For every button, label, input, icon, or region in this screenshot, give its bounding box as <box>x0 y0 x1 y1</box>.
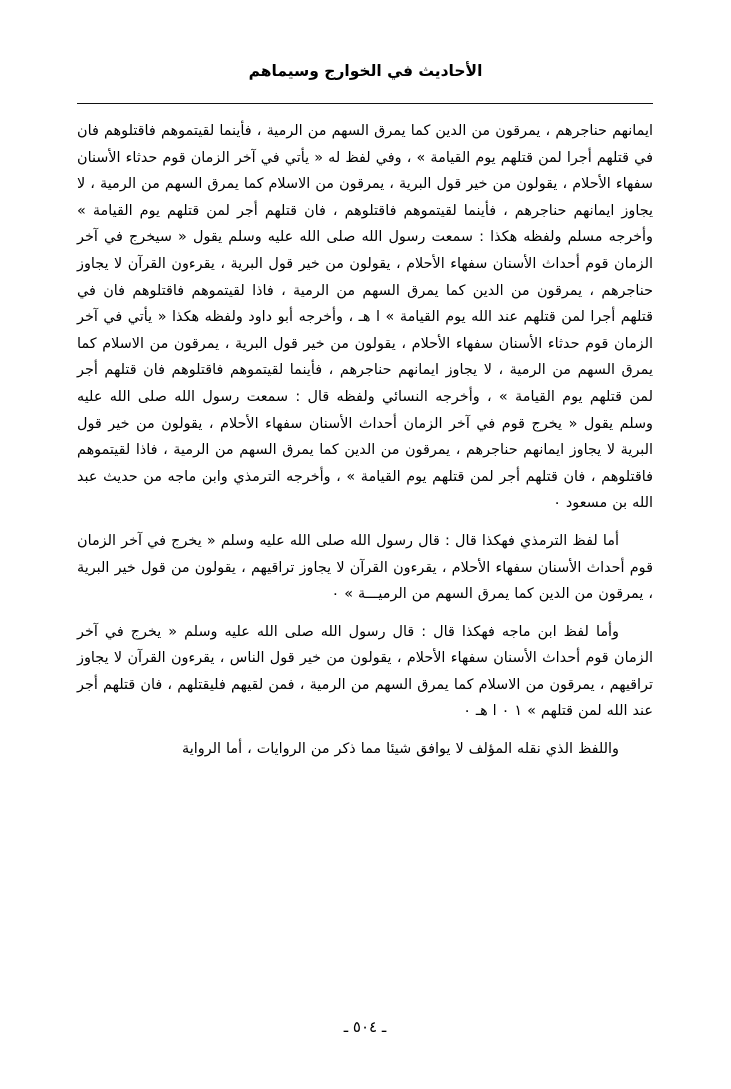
page-number: ـ ٥٠٤ ـ <box>343 1018 387 1036</box>
page-header-title: الأحاديث في الخوارج وسيماهم <box>248 62 483 80</box>
body-paragraph: أما لفظ الترمذي فهكذا قال : قال رسول الله صلى الله عليه وسلم « يخرج في آخر الزمان قوم أحداث الأسنان سفهاء الأحلام ، يقرءون القرآن لا يجاوز تراقيهم ، يقولون من قول خير البرية ، يمرقون من الدين كما يمرق السهم من الرميـــة » ٠ <box>77 532 653 603</box>
page-body <box>77 118 653 763</box>
body-paragraph: وأما لفظ ابن ماجه فهكذا قال : قال رسول الله صلى الله عليه وسلم « يخرج في آخر الزمان قوم أحداث الأسنان سفهاء الأحلام ، يقولون من خير قول الناس ، يقرءون القرآن لا يجاوز تراقيهم ، يمرقون من الاسلام كما يمرق السهم من الرمية ، فمن لقيهم فليقتلهم ، فان قتلهم أجر عند الله لمن قتلهم » ١ ٠ ا هـ ٠ <box>77 623 653 720</box>
header-divider <box>77 103 653 104</box>
body-paragraph: ايمانهم حناجرهم ، يمرقون من الدين كما يمرق السهم من الرمية ، فأينما لقيتموهم فاقتلوهم فان في قتلهم أجرا لمن قتلهم يوم القيامة » ، وفي لفظ له « يأتي في آخر الزمان قوم حدثاء الأسنان سفهاء الأحلام ، يقولون من خير قول البرية ، يمرقون من الاسلام كما يمرق السهم من الرمية ، لا يجاوز ايمانهم حناجرهم ، فأينما لقيتموهم فاقتلوهم ، فان قتلهم أجر لمن قتلهم يوم القيامة » وأخرجه مسلم ولفظه هكذا : سمعت رسول الله صلى الله عليه وسلم يقول « سيخرج في آخر الزمان قوم أحداث الأسنان سفهاء الأحلام ، يقولون من خير قول البرية ، يقرءون القرآن لا يجاوز حناجرهم ، يمرقون من الدين كما يمرق السهم من الرمية ، فاذا لقيتموهم فاقتلوهم فان في قتلهم أجرا لمن قتلهم عند الله يوم القيامة » ا هـ ، وأخرجه أبو داود ولفظه هكذا « يأتي في آخر الزمان قوم حدثاء الأسنان سفهاء الأحلام ، يقولون من خير قول البرية ، يمرقون من الاسلام كما يمرق السهم من الرمية ، لا يجاوز ايمانهم حناجرهم ، فأينما لقيتموهم فاقتلوهم فان قتلهم أجر لمن قتلهم يوم القيامة » ، وأخرجه النسائي ولفظه قال : سمعت رسول الله صلى الله عليه وسلم يقول « يخرج قوم في آخر الزمان أحداث الأسنان سفهاء الأحلام ، يقولون من خير قول البرية لا يجاوز ايمانهم حناجرهم ، يمرقون من الدين كما يمرق السهم من الرمية ، فاذا لقيتموهم فاقتلوهم ، فان قتلهم أجر لمن قتلهم يوم القيامة » ، وأخرجه الترمذي وابن ماجه من حديث عبد الله بن مسعود ٠ <box>77 123 653 512</box>
body-paragraph: واللفظ الذي نقله المؤلف لا يوافق شيئا مما ذكر من الروايات ، أما الرواية <box>182 741 619 758</box>
